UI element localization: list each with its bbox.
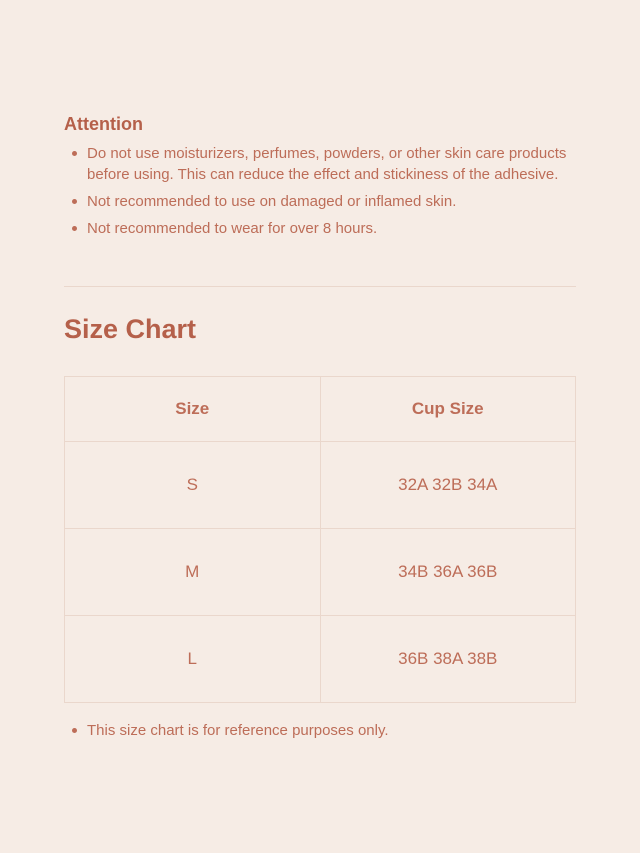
attention-item (64, 143, 576, 185)
cup-size-cell: 34B 36A 36B (320, 529, 576, 616)
size-chart-table (64, 376, 576, 703)
size-cell: M (65, 529, 321, 616)
attention-item-text: Not recommended to wear for over 8 hours. (87, 220, 378, 237)
bullet-icon (72, 199, 77, 204)
attention-list (64, 143, 576, 239)
table-row (65, 442, 576, 529)
attention-item (64, 191, 576, 212)
table-row (65, 616, 576, 703)
bullet-icon (72, 226, 77, 231)
bullet-icon (72, 151, 77, 156)
attention-item-text: Do not use moisturizers, perfumes, powders, or other skin care products before using. This can reduce the effect and stickiness of the adhesive. (87, 145, 567, 183)
size-cell: L (65, 616, 321, 703)
bullet-icon (72, 728, 77, 733)
attention-heading: Attention (64, 114, 143, 134)
footnote-text: This size chart is for reference purposes only. (87, 722, 389, 739)
attention-item-text: Not recommended to use on damaged or inflamed skin. (87, 193, 457, 210)
table-header-row (65, 377, 576, 442)
table-row (65, 529, 576, 616)
column-header-size: Size (65, 377, 321, 442)
cup-size-cell: 36B 38A 38B (320, 616, 576, 703)
attention-item (64, 218, 576, 239)
size-cell: S (65, 442, 321, 529)
footnote-item (64, 720, 576, 741)
footnote-list (64, 720, 576, 741)
size-chart-title: Size Chart (64, 314, 197, 344)
cup-size-cell: 32A 32B 34A (320, 442, 576, 529)
column-header-cup-size: Cup Size (320, 377, 576, 442)
section-divider (64, 286, 576, 287)
